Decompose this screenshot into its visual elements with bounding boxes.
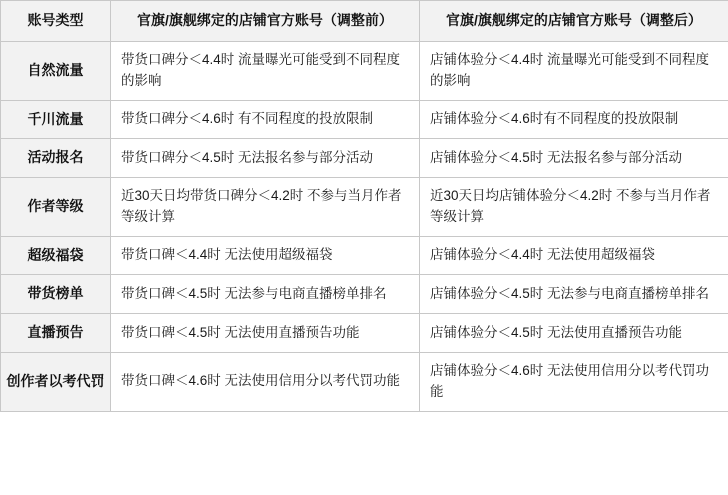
table-header [1,1,728,42]
row-before-value: 带货口碑＜4.4时 无法使用超级福袋 [111,236,420,275]
row-before-value: 近30天日均带货口碑分＜4.2时 不参与当月作者等级计算 [111,177,420,236]
table-row [1,314,728,353]
row-before-value: 带货口碑＜4.5时 无法使用直播预告功能 [111,314,420,353]
table-row [1,236,728,275]
row-after-value: 店铺体验分＜4.4时 无法使用超级福袋 [420,236,728,275]
row-after-value: 店铺体验分＜4.5时 无法报名参与部分活动 [420,139,728,178]
table-row [1,139,728,178]
row-before-value: 带货口碑＜4.5时 无法参与电商直播榜单排名 [111,275,420,314]
header-before: 官旗/旗舰绑定的店铺官方账号（调整前） [111,1,420,42]
table-row [1,41,728,100]
table-row [1,100,728,139]
row-before-value: 带货口碑＜4.6时 无法使用信用分以考代罚功能 [111,352,420,411]
table-row [1,275,728,314]
row-after-value: 店铺体验分＜4.5时 无法参与电商直播榜单排名 [420,275,728,314]
table-row [1,352,728,411]
row-after-value: 店铺体验分＜4.6时 无法使用信用分以考代罚功能 [420,352,728,411]
row-type-label: 带货榜单 [1,275,111,314]
row-type-label: 超级福袋 [1,236,111,275]
row-before-value: 带货口碑分＜4.6时 有不同程度的投放限制 [111,100,420,139]
row-after-value: 店铺体验分＜4.5时 无法使用直播预告功能 [420,314,728,353]
row-type-label: 作者等级 [1,177,111,236]
table-header-row [1,1,728,42]
row-before-value: 带货口碑分＜4.5时 无法报名参与部分活动 [111,139,420,178]
row-before-value: 带货口碑分＜4.4时 流量曝光可能受到不同程度的影响 [111,41,420,100]
row-after-value: 近30天日均店铺体验分＜4.2时 不参与当月作者等级计算 [420,177,728,236]
row-type-label: 创作者以考代罚 [1,352,111,411]
row-after-value: 店铺体验分＜4.4时 流量曝光可能受到不同程度的影响 [420,41,728,100]
header-after: 官旗/旗舰绑定的店铺官方账号（调整后） [420,1,728,42]
table-row [1,177,728,236]
row-after-value: 店铺体验分＜4.6时有不同程度的投放限制 [420,100,728,139]
header-account-type: 账号类型 [1,1,111,42]
row-type-label: 千川流量 [1,100,111,139]
row-type-label: 自然流量 [1,41,111,100]
row-type-label: 活动报名 [1,139,111,178]
table-body [1,41,728,411]
row-type-label: 直播预告 [1,314,111,353]
